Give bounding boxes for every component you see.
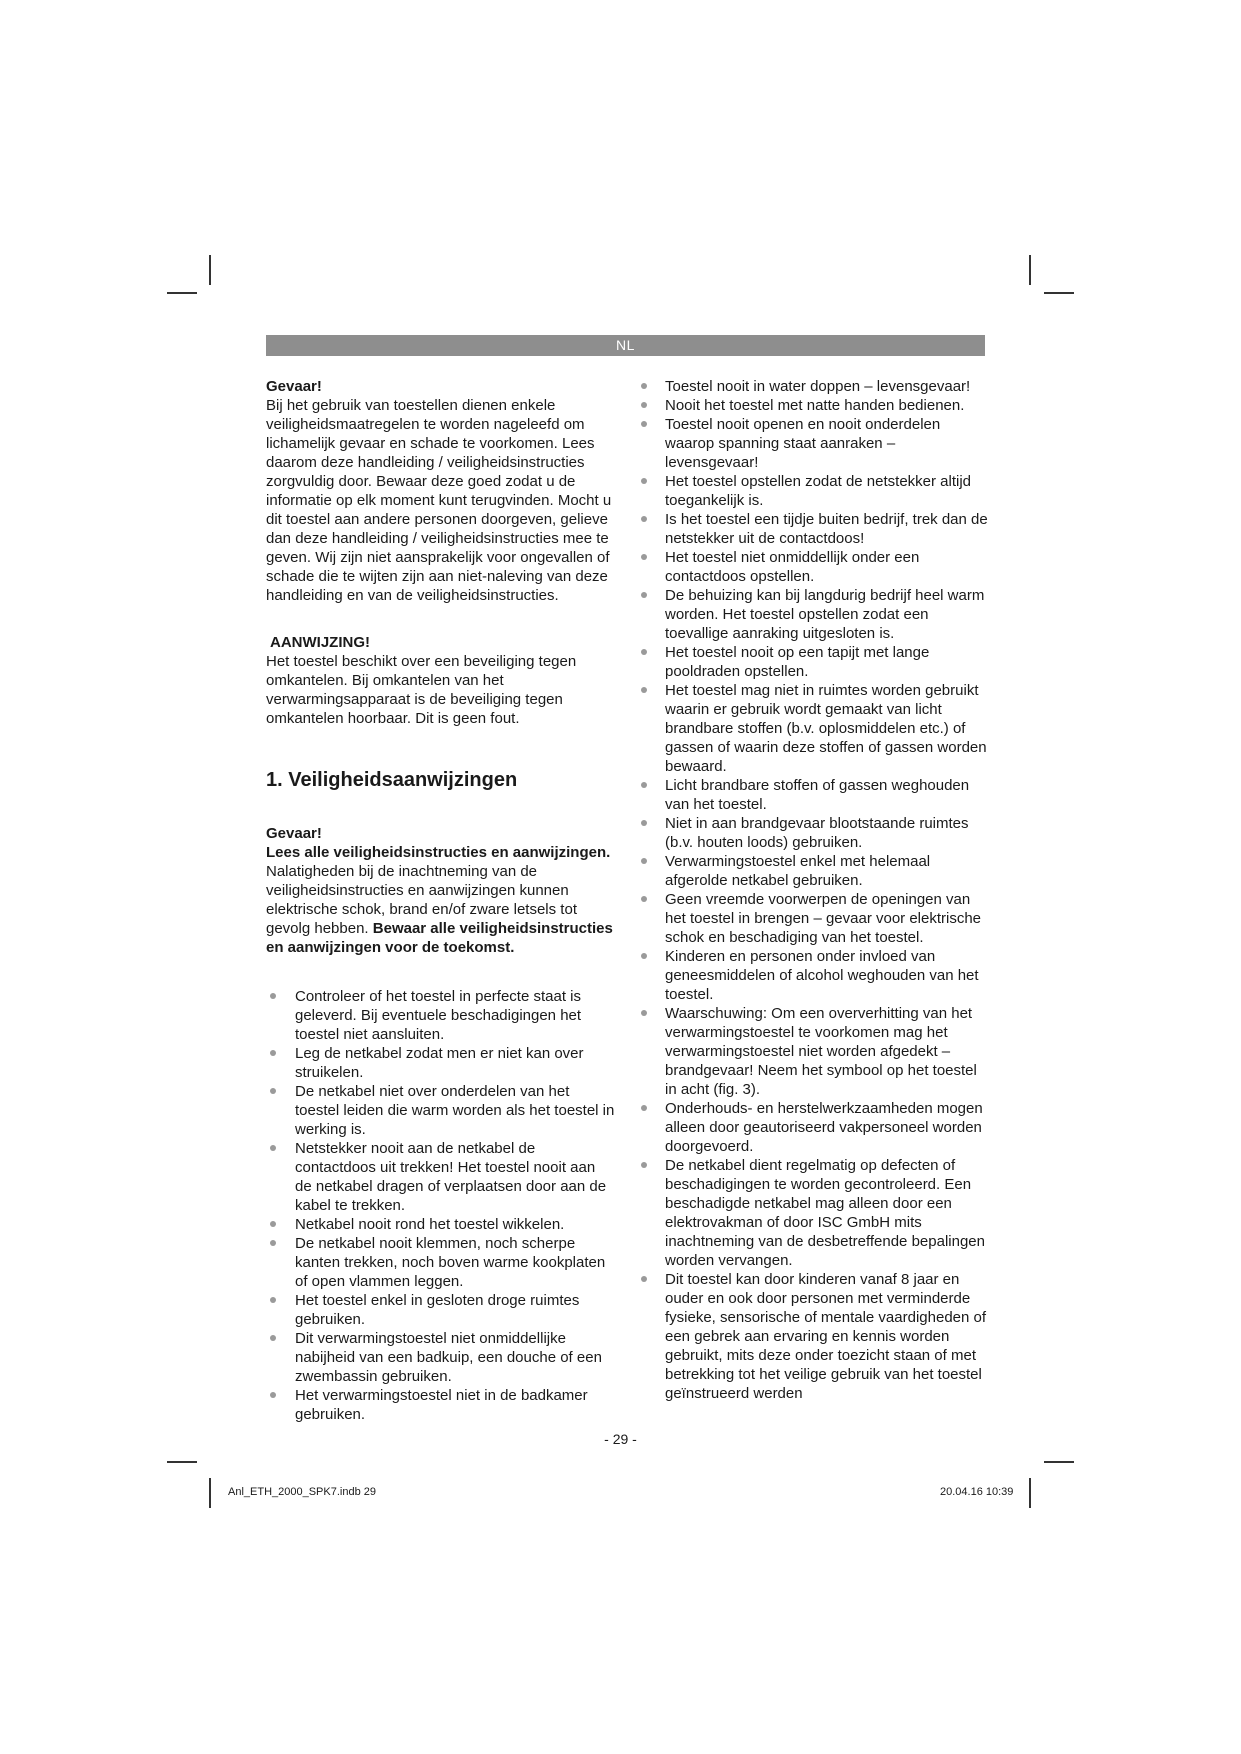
- list-item: De netkabel nooit klemmen, noch scherpe kanten trekken, noch boven warme kookplaten of open vlammen leggen.: [266, 1234, 616, 1291]
- safety-warning-bold-2: Bewaar alle veiligheidsinstructies en aanwijzingen voor de toekomst.: [266, 920, 613, 956]
- list-item: Dit verwarmingstoestel niet onmiddellijke nabijheid van een badkuip, een douche of een zwembassin gebruiken.: [266, 1329, 616, 1386]
- left-column: [266, 377, 616, 1424]
- list-item: Toestel nooit openen en nooit onderdelen waarop spanning staat aanraken – levensgevaar!: [637, 415, 989, 472]
- intro-heading: Gevaar!: [266, 378, 322, 395]
- list-item: Het toestel opstellen zodat de netstekker altijd toegankelijk is.: [637, 472, 989, 510]
- list-item: Onderhouds- en herstelwerkzaamheden mogen alleen door geautoriseerd vakpersoneel worden doorgevoerd.: [637, 1099, 989, 1156]
- crop-mark-bottom-left-vertical: [209, 1478, 211, 1508]
- note-block: [266, 633, 616, 728]
- list-item: De netkabel niet over onderdelen van het toestel leiden die warm worden als het toestel in werking is.: [266, 1082, 616, 1139]
- list-item: Toestel nooit in water doppen – levensgevaar!: [637, 377, 989, 396]
- crop-mark-bottom-left-horizontal: [167, 1461, 197, 1463]
- list-item: Netkabel nooit rond het toestel wikkelen.: [266, 1215, 616, 1234]
- safety-warning-heading: Gevaar!: [266, 825, 322, 842]
- right-column: [637, 377, 989, 1403]
- crop-mark-top-right-vertical: [1029, 255, 1031, 285]
- list-item: Is het toestel een tijdje buiten bedrijf, trek dan de netstekker uit de contactdoos!: [637, 510, 989, 548]
- list-item: Niet in aan brandgevaar blootstaande ruimtes (b.v. houten loods) gebruiken.: [637, 814, 989, 852]
- safety-warning-text: [266, 843, 616, 957]
- page-number: - 29 -: [604, 1431, 637, 1447]
- list-item: Waarschuwing: Om een oververhitting van het verwarmingstoestel te voorkomen mag het verwarmingstoestel niet worden afgedekt – brandgevaar! Neem het symbool op het toestel in acht (fig. 3).: [637, 1004, 989, 1099]
- list-item: Kinderen en personen onder invloed van geneesmiddelen of alcohol weghouden van het toestel.: [637, 947, 989, 1004]
- safety-warning-body: Nalatigheden bij de inachtneming van de veiligheidsinstructies en aanwijzingen kunnen elektrische schok, brand en/of zware letsels tot gevolg hebben.: [266, 863, 577, 937]
- crop-mark-bottom-right-horizontal: [1044, 1461, 1074, 1463]
- list-item: Leg de netkabel zodat men er niet kan over struikelen.: [266, 1044, 616, 1082]
- safety-warning-block: [266, 824, 616, 957]
- footer-timestamp: 20.04.16 10:39: [940, 1486, 1014, 1498]
- crop-mark-top-left-vertical: [209, 255, 211, 285]
- list-item: Het toestel enkel in gesloten droge ruimtes gebruiken.: [266, 1291, 616, 1329]
- list-item: Geen vreemde voorwerpen de openingen van het toestel in brengen – gevaar voor elektrische schok en beschadiging van het toestel.: [637, 890, 989, 947]
- list-item: Dit toestel kan door kinderen vanaf 8 jaar en ouder en ook door personen met verminderde fysieke, sensorische of mentale vaardigheden of een gebrek aan ervaring en kennis worden gebruikt, mits deze onder toezicht staan of met betrekking tot het veilige gebruik van het toestel geïnstrueerd werden: [637, 1270, 989, 1403]
- intro-text: Bij het gebruik van toestellen dienen enkele veiligheidsmaatregelen te worden nageleefd om lichamelijk gevaar en schade te voorkomen. Lees daarom deze handleiding / veiligheidsinstructies zorgvuldig door. Bewaar deze goed zodat u de informatie op elk moment kunt terugvinden. Mocht u dit toestel aan andere personen doorgeven, gelieve dan deze handleiding / veiligheidsinstructies mee te geven. Wij zijn niet aansprakelijk voor ongevallen of schade die te wijten zijn aan niet-naleving van deze handleiding en van de veiligheidsinstructies.: [266, 397, 612, 604]
- list-item: Netstekker nooit aan de netkabel de contactdoos uit trekken! Het toestel nooit aan de netkabel dragen of verplaatsen door aan de kabel te trekken.: [266, 1139, 616, 1215]
- list-item: Het toestel mag niet in ruimtes worden gebruikt waarin er gebruik wordt gemaakt van licht brandbare stoffen (b.v. oplosmiddelen etc.) of gassen of waarin deze stoffen of gassen worden bewaard.: [637, 681, 989, 776]
- list-item: Controleer of het toestel in perfecte staat is geleverd. Bij eventuele beschadigingen het toestel niet aansluiten.: [266, 987, 616, 1044]
- list-item: Het toestel nooit op een tapijt met lange pooldraden opstellen.: [637, 643, 989, 681]
- language-header-bar: NL: [266, 335, 985, 356]
- crop-mark-bottom-right-vertical: [1029, 1478, 1031, 1508]
- list-item: De behuizing kan bij langdurig bedrijf heel warm worden. Het toestel opstellen zodat een toevallige aanraking uitgesloten is.: [637, 586, 989, 643]
- list-item: Het toestel niet onmiddellijk onder een contactdoos opstellen.: [637, 548, 989, 586]
- section-title: 1. Veiligheidsaanwijzingen: [266, 769, 518, 791]
- left-bullet-list: [266, 987, 616, 1424]
- right-bullet-list: [637, 377, 989, 1403]
- crop-mark-top-right-horizontal: [1044, 292, 1074, 294]
- footer-file-label: Anl_ETH_2000_SPK7.indb 29: [228, 1486, 376, 1498]
- list-item: De netkabel dient regelmatig op defecten of beschadigingen te worden gecontroleerd. Een beschadigde netkabel mag alleen door een elektrovakman of door ISC GmbH mits inachtneming van de desbetreffende bepalingen worden vervangen.: [637, 1156, 989, 1270]
- list-item: Verwarmingstoestel enkel met helemaal afgerolde netkabel gebruiken.: [637, 852, 989, 890]
- note-heading: AANWIJZING!: [270, 634, 370, 651]
- list-item: Nooit het toestel met natte handen bedienen.: [637, 396, 989, 415]
- crop-mark-top-left-horizontal: [167, 292, 197, 294]
- note-text: Het toestel beschikt over een beveiliging tegen omkantelen. Bij omkantelen van het verwarmingsapparaat is de beveiliging tegen omkantelen hoorbaar. Dit is geen fout.: [266, 653, 577, 727]
- list-item: Het verwarmingstoestel niet in de badkamer gebruiken.: [266, 1386, 616, 1424]
- list-item: Licht brandbare stoffen of gassen weghouden van het toestel.: [637, 776, 989, 814]
- safety-warning-bold-1: Lees alle veiligheidsinstructies en aanwijzingen.: [266, 844, 611, 861]
